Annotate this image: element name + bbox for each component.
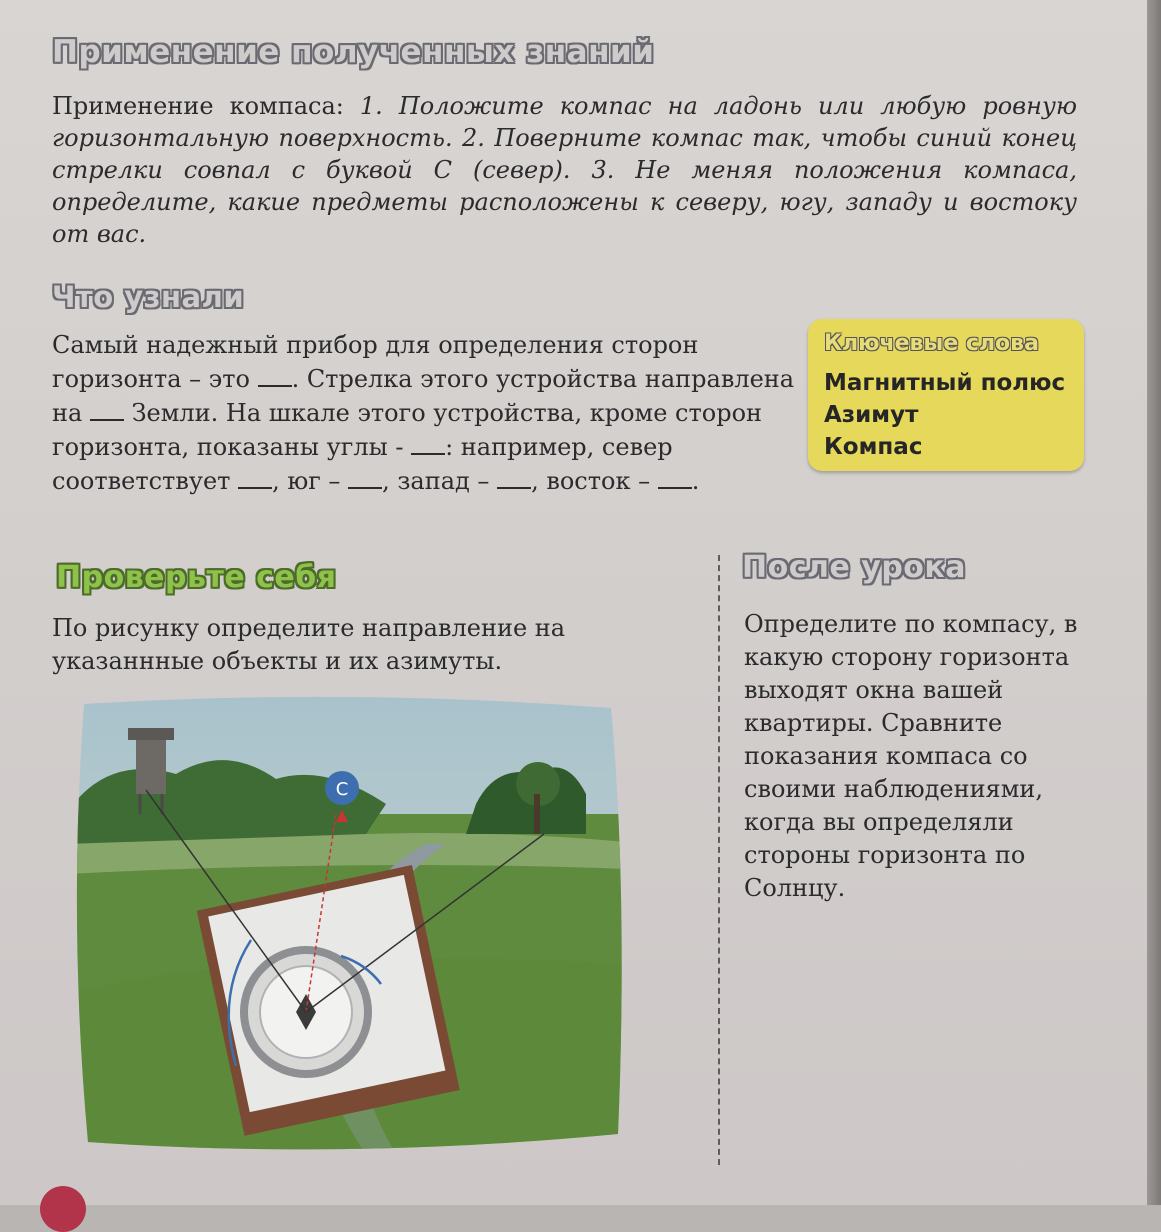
blank-device xyxy=(258,384,292,387)
keywords-box xyxy=(808,319,1084,471)
compass-landscape-illustration xyxy=(66,694,626,1154)
compass-usage-steps: 1. Положите компас на ладонь или любую ровную горизонтальную поверхность. 2. Поверните компас так, чтобы синий конец стрелки совпал с буквой С (север). 3. Не меняя положения компаса, определите, какие предметы расположены к северу, югу, западу и востоку от вас. xyxy=(52,92,1077,248)
blank-east xyxy=(658,486,692,489)
compass-usage-paragraph xyxy=(52,90,1077,250)
learned-text-1: Самый надежный прибор для определения сторон горизонта – это xyxy=(52,331,699,393)
keyword-item: Компас xyxy=(824,434,923,460)
heading-check-yourself: Проверьте себя xyxy=(56,560,337,595)
keywords-list xyxy=(824,367,1065,463)
page-number-badge xyxy=(40,1186,86,1232)
keyword-item: Магнитный полюс xyxy=(824,370,1066,396)
learned-text-6: , запад – xyxy=(382,467,498,495)
learned-text-4: : например, север соответствует xyxy=(52,433,673,495)
blank-west xyxy=(497,486,531,489)
check-yourself-text: По рисунку определите направление на указаннные объекты и их азимуты. xyxy=(52,614,566,675)
heading-what-learned: Что узнали xyxy=(52,280,245,314)
blank-pole xyxy=(90,418,124,421)
blank-north xyxy=(238,486,272,489)
learned-text-3: Земли. На шкале этого устройства, кроме сторон горизонта, показаны углы - xyxy=(52,399,763,461)
heading-apply-knowledge: Применение полученных знаний xyxy=(52,34,655,70)
learned-text-2: . Стрелка этого устройства направлена на xyxy=(52,365,795,427)
heading-after-lesson: После урока xyxy=(742,550,967,585)
compass-usage-intro: Применение компаса: xyxy=(52,92,360,120)
learned-text-5: , юг – xyxy=(272,467,349,495)
learned-text-7: , восток – xyxy=(531,467,658,495)
north-marker-label: С xyxy=(335,779,349,800)
after-lesson-text: Определите по компасу, в какую сторону горизонта выходят окна вашей квартиры. Сравните показания компаса со своими наблюдениями, когда вы определяли стороны горизонта по Солнцу. xyxy=(744,610,1078,902)
book-spine-edge xyxy=(1147,0,1161,1205)
learned-text-8: . xyxy=(691,467,700,495)
keywords-title: Ключевые слова xyxy=(824,331,1039,356)
keyword-item: Азимут xyxy=(824,402,919,428)
blank-south xyxy=(348,486,382,489)
column-divider xyxy=(718,555,720,1165)
blank-angles xyxy=(411,452,445,455)
learned-fill-in-paragraph xyxy=(52,328,802,498)
